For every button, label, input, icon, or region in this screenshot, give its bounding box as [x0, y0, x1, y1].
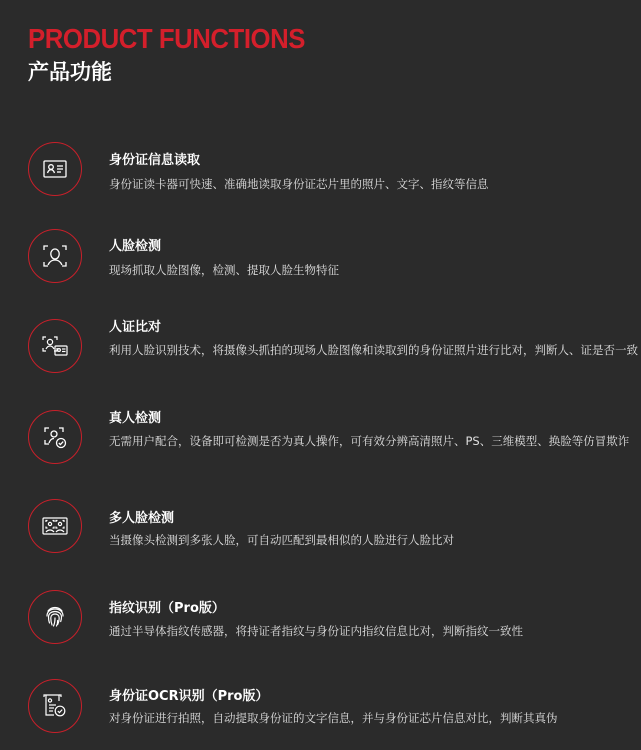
fingerprint-icon [28, 590, 82, 644]
feature-title: 人证比对 [109, 320, 162, 335]
face-scan-icon [28, 229, 82, 283]
feature-description: 现场抓取人脸图像，检测、提取人脸生物特征 [109, 263, 339, 277]
ocr-document-icon [28, 679, 82, 733]
feature-description: 当摄像头检测到多张人脸，可自动匹配到最相似的人脸进行人脸比对 [109, 533, 454, 547]
feature-title: 身份证OCR识别（Pro版） [109, 689, 269, 704]
feature-description: 身份证读卡器可快速、准确地读取身份证芯片里的照片、文字、指纹等信息 [109, 177, 489, 191]
liveness-icon [28, 410, 82, 464]
feature-description: 无需用户配合，设备即可检测是否为真人操作，可有效分辨高清照片、PS、三维模型、换脸等仿冒欺诈 [109, 434, 630, 448]
title-english: PRODUCT FUNCTIONS [28, 23, 305, 54]
face-compare-icon [28, 319, 82, 373]
multi-face-icon [28, 499, 82, 553]
feature-title: 真人检测 [109, 411, 162, 426]
id-card-icon [28, 142, 82, 196]
page-header [28, 22, 329, 86]
feature-description: 通过半导体指纹传感器，将持证者指纹与身份证内指纹信息比对，判断指纹一致性 [109, 624, 523, 638]
feature-title: 指纹识别（Pro版） [109, 601, 225, 616]
feature-description: 对身份证进行拍照，自动提取身份证的文字信息，并与身份证芯片信息对比，判断其真伪 [109, 711, 558, 725]
feature-title: 多人脸检测 [109, 511, 175, 526]
title-chinese: 产品功能 [28, 60, 112, 84]
feature-description: 利用人脸识别技术，将摄像头抓拍的现场人脸图像和读取到的身份证照片进行比对，判断人、证是否一致 [109, 343, 638, 357]
feature-title: 身份证信息读取 [109, 153, 201, 168]
feature-title: 人脸检测 [109, 239, 162, 254]
